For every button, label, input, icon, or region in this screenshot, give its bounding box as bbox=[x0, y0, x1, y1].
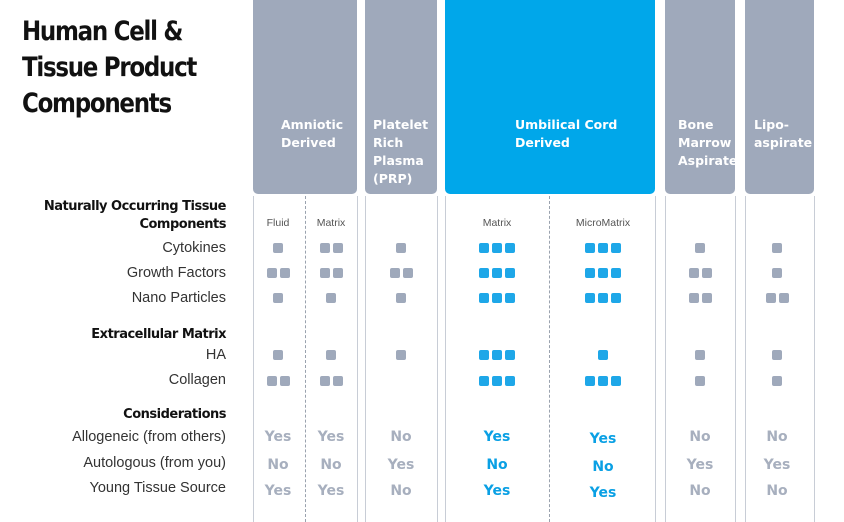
level-square bbox=[273, 243, 283, 253]
column-divider bbox=[357, 196, 358, 522]
subcolumn-label-matrix: Matrix bbox=[316, 217, 346, 229]
level-square bbox=[396, 293, 406, 303]
level-square bbox=[772, 350, 782, 360]
level-square bbox=[273, 350, 283, 360]
level-square bbox=[492, 350, 502, 360]
section-label: Naturally Occurring Tissue Components bbox=[43, 199, 226, 232]
level-square bbox=[772, 376, 782, 386]
consideration-value: Yes bbox=[589, 485, 617, 501]
level-square bbox=[772, 243, 782, 253]
level-square bbox=[505, 243, 515, 253]
level-square bbox=[326, 350, 336, 360]
subcolumn-label-fluid: Fluid bbox=[266, 217, 290, 229]
level-square bbox=[695, 350, 705, 360]
level-square bbox=[611, 268, 621, 278]
level-square bbox=[585, 293, 595, 303]
consideration-value: Yes bbox=[387, 457, 415, 473]
level-square bbox=[280, 268, 290, 278]
consideration-value: No bbox=[390, 483, 412, 499]
row-label-allogeneic: Allogeneic (from others) bbox=[72, 429, 226, 445]
title-line: Components bbox=[22, 88, 171, 119]
consideration-value: No bbox=[267, 457, 289, 473]
column-divider bbox=[735, 196, 736, 522]
column-divider bbox=[814, 196, 815, 522]
subcolumn-divider bbox=[305, 196, 306, 522]
consideration-value: No bbox=[486, 457, 508, 473]
row-label-growth-factors: Growth Factors bbox=[126, 265, 226, 281]
level-square bbox=[585, 376, 595, 386]
level-square bbox=[772, 268, 782, 278]
level-square bbox=[505, 293, 515, 303]
row-label-autologous: Autologous (from you) bbox=[83, 455, 226, 471]
level-square bbox=[611, 243, 621, 253]
level-square bbox=[333, 268, 343, 278]
level-square bbox=[702, 293, 712, 303]
level-square bbox=[267, 376, 277, 386]
column-divider bbox=[745, 196, 746, 522]
column-divider bbox=[253, 196, 254, 522]
consideration-value: Yes bbox=[317, 429, 345, 445]
level-square bbox=[403, 268, 413, 278]
subcolumn-label-micromatrix: MicroMatrix bbox=[575, 217, 631, 229]
title-line: Tissue Product bbox=[22, 52, 197, 83]
column-divider bbox=[655, 196, 656, 522]
row-label-cytokines: Cytokines bbox=[162, 240, 226, 256]
column-header-amniotic bbox=[253, 0, 357, 194]
level-square bbox=[766, 293, 776, 303]
row-label-nano-particles: Nano Particles bbox=[131, 290, 226, 306]
level-square bbox=[598, 243, 608, 253]
level-square bbox=[479, 350, 489, 360]
consideration-value: Yes bbox=[264, 483, 292, 499]
consideration-value: Yes bbox=[763, 457, 791, 473]
consideration-value: No bbox=[320, 457, 342, 473]
level-square bbox=[479, 293, 489, 303]
column-divider bbox=[665, 196, 666, 522]
level-square bbox=[585, 268, 595, 278]
subcolumn-divider bbox=[549, 196, 550, 522]
column-header-label: Platelet Rich Plasma (PRP) bbox=[373, 117, 429, 186]
level-square bbox=[505, 268, 515, 278]
row-label-young-tissue: Young Tissue Source bbox=[89, 480, 226, 496]
level-square bbox=[396, 243, 406, 253]
column-header-label: Amniotic Derived bbox=[281, 117, 344, 150]
level-square bbox=[333, 376, 343, 386]
level-square bbox=[611, 376, 621, 386]
level-square bbox=[702, 268, 712, 278]
level-square bbox=[689, 293, 699, 303]
level-square bbox=[479, 376, 489, 386]
level-square bbox=[326, 293, 336, 303]
consideration-value: Yes bbox=[483, 429, 511, 445]
consideration-value: Yes bbox=[264, 429, 292, 445]
level-square bbox=[505, 350, 515, 360]
title-line: Human Cell & bbox=[22, 16, 183, 47]
row-label-ha: HA bbox=[205, 347, 226, 363]
level-square bbox=[479, 243, 489, 253]
level-square bbox=[479, 268, 489, 278]
subcolumn-label-matrix: Matrix bbox=[482, 217, 512, 229]
level-square bbox=[611, 293, 621, 303]
column-divider bbox=[445, 196, 446, 522]
consideration-value: No bbox=[766, 429, 788, 445]
column-divider bbox=[365, 196, 366, 522]
consideration-value: No bbox=[766, 483, 788, 499]
level-square bbox=[273, 293, 283, 303]
level-square bbox=[779, 293, 789, 303]
level-square bbox=[492, 268, 502, 278]
level-square bbox=[585, 243, 595, 253]
consideration-value: Yes bbox=[483, 483, 511, 499]
level-square bbox=[492, 293, 502, 303]
consideration-value: No bbox=[689, 483, 711, 499]
level-square bbox=[492, 376, 502, 386]
level-square bbox=[396, 350, 406, 360]
consideration-value: No bbox=[689, 429, 711, 445]
column-header-bone-marrow bbox=[665, 0, 738, 194]
level-square bbox=[280, 376, 290, 386]
column-header-umbilical bbox=[445, 0, 655, 194]
column-header-label: Bone Marrow Aspirate bbox=[678, 117, 738, 168]
column-header-label: Lipo- aspirate bbox=[754, 117, 813, 150]
level-square bbox=[267, 268, 277, 278]
consideration-value: Yes bbox=[317, 483, 345, 499]
section-considerations: Considerations bbox=[123, 407, 226, 422]
level-square bbox=[333, 243, 343, 253]
level-square bbox=[492, 243, 502, 253]
consideration-value: Yes bbox=[589, 431, 617, 447]
level-square bbox=[320, 376, 330, 386]
level-square bbox=[695, 376, 705, 386]
row-label-collagen: Collagen bbox=[168, 372, 226, 388]
level-square bbox=[598, 293, 608, 303]
column-divider bbox=[437, 196, 438, 522]
level-square bbox=[390, 268, 400, 278]
level-square bbox=[598, 350, 608, 360]
section-tissue-components bbox=[44, 198, 226, 234]
page-title bbox=[22, 14, 196, 122]
section-extracellular-matrix: Extracellular Matrix bbox=[91, 327, 226, 342]
consideration-value: Yes bbox=[686, 457, 714, 473]
level-square bbox=[320, 243, 330, 253]
column-header-label: Umbilical Cord Derived bbox=[515, 117, 618, 150]
level-square bbox=[320, 268, 330, 278]
column-header-lipoaspirate bbox=[745, 0, 814, 194]
level-square bbox=[598, 376, 608, 386]
consideration-value: No bbox=[390, 429, 412, 445]
consideration-value: No bbox=[592, 459, 614, 475]
level-square bbox=[598, 268, 608, 278]
level-square bbox=[695, 243, 705, 253]
level-square bbox=[505, 376, 515, 386]
column-header-prp bbox=[365, 0, 437, 194]
level-square bbox=[689, 268, 699, 278]
